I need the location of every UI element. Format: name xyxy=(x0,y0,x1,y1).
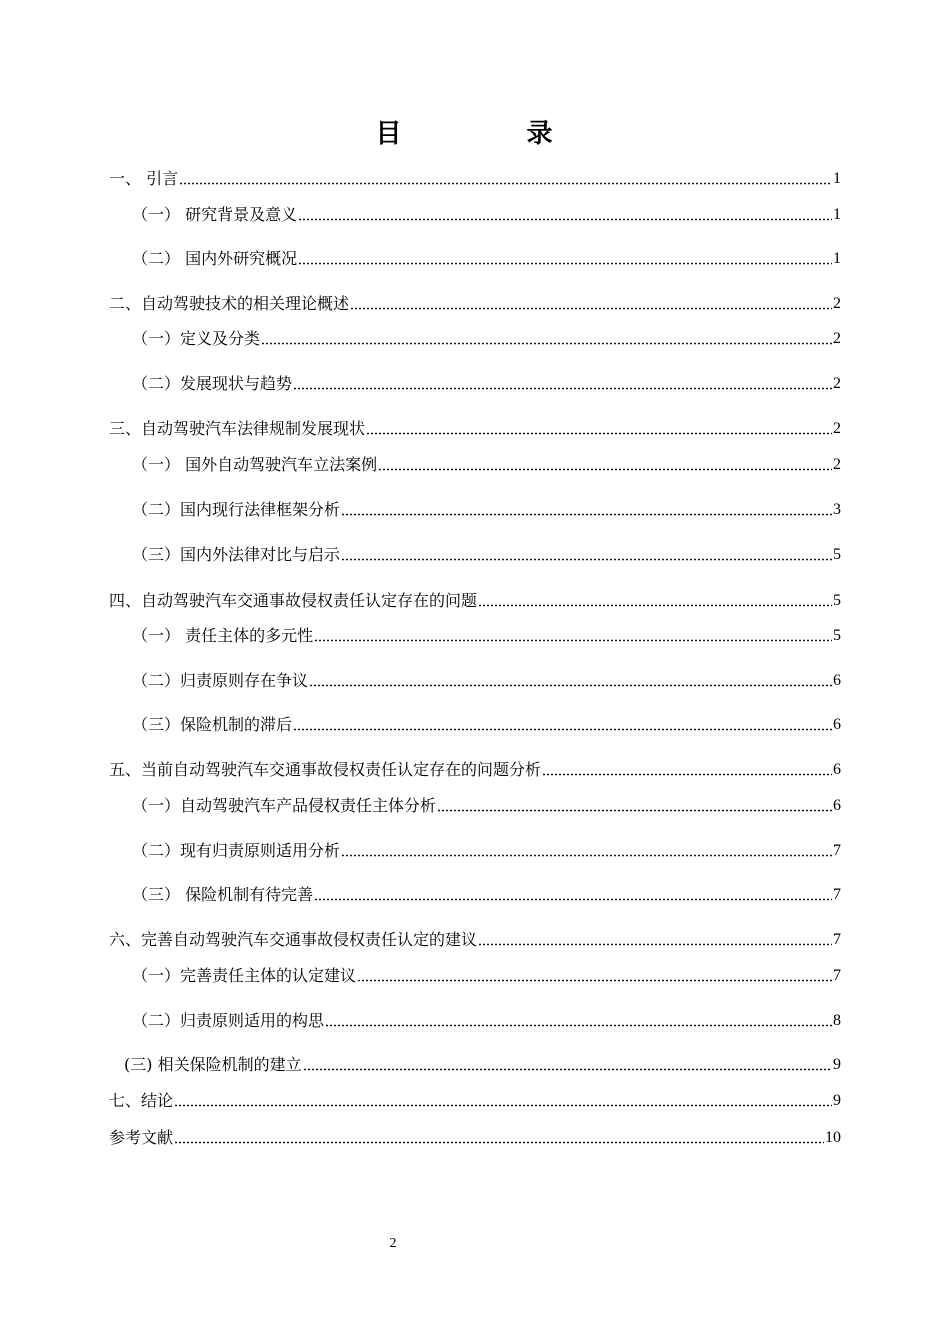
toc-entry-page: 1 xyxy=(833,250,841,267)
toc-entry-page: 6 xyxy=(833,716,841,733)
dot-leader xyxy=(179,171,832,185)
dot-leader xyxy=(314,628,832,642)
toc-title: 目 录 xyxy=(375,119,611,149)
toc-entry-page: 6 xyxy=(833,672,841,689)
dot-leader xyxy=(478,932,832,946)
dot-leader xyxy=(314,887,832,901)
toc-entry-page: 9 xyxy=(833,1092,841,1109)
toc-entry-label: （二） 国内外研究概况 xyxy=(132,249,298,268)
toc-entry[interactable] xyxy=(132,881,841,905)
toc-entry[interactable] xyxy=(132,962,841,986)
toc-entry-page: 7 xyxy=(833,886,841,903)
toc-entry-page: 8 xyxy=(833,1012,841,1029)
toc-entry[interactable] xyxy=(109,587,841,611)
toc-entry[interactable] xyxy=(109,165,841,189)
dot-leader xyxy=(478,593,832,607)
dot-leader xyxy=(298,251,832,265)
toc-entry[interactable] xyxy=(132,325,841,349)
toc-entry[interactable] xyxy=(132,245,841,269)
toc-entry-page: 7 xyxy=(833,967,841,984)
dot-leader xyxy=(309,673,832,687)
toc-entry-label: 二、自动驾驶技术的相关理论概述 xyxy=(109,294,350,313)
toc-entry-label: （一）完善责任主体的认定建议 xyxy=(132,966,357,985)
toc-entry[interactable] xyxy=(109,290,841,314)
toc-entry[interactable] xyxy=(132,1007,841,1031)
toc-entry-page: 2 xyxy=(833,420,841,437)
dot-leader xyxy=(542,762,832,776)
dot-leader xyxy=(298,207,832,221)
toc-entry-page: 2 xyxy=(833,456,841,473)
toc-entry[interactable] xyxy=(124,1051,841,1075)
toc-entry-page: 5 xyxy=(833,627,841,644)
toc-entry-label: （二）国内现行法律框架分析 xyxy=(132,500,341,519)
toc-entry-page: 7 xyxy=(833,842,841,859)
toc-entry-label: （二）现有归责原则适用分析 xyxy=(132,841,341,860)
dot-leader xyxy=(261,331,832,345)
toc-entry-page: 6 xyxy=(833,797,841,814)
dot-leader xyxy=(174,1093,832,1107)
toc-entry-label: （一） 研究背景及意义 xyxy=(132,205,298,224)
dot-leader xyxy=(303,1057,832,1071)
toc-entry-page: 2 xyxy=(833,375,841,392)
toc-entry-page: 5 xyxy=(833,546,841,563)
dot-leader xyxy=(293,376,832,390)
page-number: 2 xyxy=(389,1236,397,1251)
toc-entry-page: 2 xyxy=(833,295,841,312)
toc-entry-page: 1 xyxy=(833,206,841,223)
dot-leader xyxy=(174,1130,824,1144)
toc-entry-page: 9 xyxy=(833,1056,841,1073)
toc-entry[interactable] xyxy=(109,1087,841,1111)
toc-entry-page: 10 xyxy=(825,1129,841,1146)
toc-entry-page: 1 xyxy=(833,170,841,187)
toc-entry[interactable] xyxy=(109,1124,841,1148)
toc-entry[interactable] xyxy=(132,711,841,735)
toc-entry[interactable] xyxy=(109,756,841,780)
toc-entry-label: （一） 国外自动驾驶汽车立法案例 xyxy=(132,455,378,474)
dot-leader xyxy=(437,798,832,812)
toc-entry-label: （三） 保险机制有待完善 xyxy=(132,885,314,904)
dot-leader xyxy=(341,547,832,561)
toc-entry-label: 七、结论 xyxy=(109,1091,174,1110)
dot-leader xyxy=(366,421,832,435)
dot-leader xyxy=(341,843,832,857)
toc-entry-label: （二）发展现状与趋势 xyxy=(132,374,293,393)
dot-leader xyxy=(378,457,832,471)
toc-entry-label: （二）归责原则存在争议 xyxy=(132,671,309,690)
toc-entry[interactable] xyxy=(132,792,841,816)
toc-entry-page: 5 xyxy=(833,592,841,609)
toc-entry-label: 六、完善自动驾驶汽车交通事故侵权责任认定的建议 xyxy=(109,930,478,949)
toc-entry-label: 参考文献 xyxy=(109,1128,174,1147)
toc-entry[interactable] xyxy=(132,201,841,225)
toc-entry[interactable] xyxy=(132,667,841,691)
toc-entry-label: （三）国内外法律对比与启示 xyxy=(132,545,341,564)
toc-entry-label: (三) 相关保险机制的建立 xyxy=(124,1055,302,1074)
toc-entry-page: 2 xyxy=(833,330,841,347)
toc-entry-label: 一、 引言 xyxy=(109,169,179,188)
toc-entry[interactable] xyxy=(132,837,841,861)
toc-entry[interactable] xyxy=(109,415,841,439)
toc-entry-label: 五、当前自动驾驶汽车交通事故侵权责任认定存在的问题分析 xyxy=(109,760,542,779)
toc-entry-label: （三）保险机制的滞后 xyxy=(132,715,293,734)
toc-entry-label: （一）自动驾驶汽车产品侵权责任主体分析 xyxy=(132,796,437,815)
toc-entry-label: （一） 责任主体的多元性 xyxy=(132,626,314,645)
toc-entry-page: 3 xyxy=(833,501,841,518)
dot-leader xyxy=(293,717,832,731)
toc-entry[interactable] xyxy=(132,541,841,565)
toc-entry-page: 7 xyxy=(833,931,841,948)
toc-entry[interactable] xyxy=(109,926,841,950)
toc-entry[interactable] xyxy=(132,370,841,394)
dot-leader xyxy=(325,1013,832,1027)
dot-leader xyxy=(350,296,832,310)
toc-entry-label: （二）归责原则适用的构思 xyxy=(132,1011,325,1030)
toc-entry-label: （一）定义及分类 xyxy=(132,329,261,348)
toc-entry-label: 四、自动驾驶汽车交通事故侵权责任认定存在的问题 xyxy=(109,591,478,610)
dot-leader xyxy=(341,502,832,516)
toc-entry[interactable] xyxy=(132,496,841,520)
toc-entry[interactable] xyxy=(132,622,841,646)
toc-entry-label: 三、自动驾驶汽车法律规制发展现状 xyxy=(109,419,366,438)
toc-entry-page: 6 xyxy=(833,761,841,778)
toc-entry[interactable] xyxy=(132,451,841,475)
dot-leader xyxy=(357,968,832,982)
